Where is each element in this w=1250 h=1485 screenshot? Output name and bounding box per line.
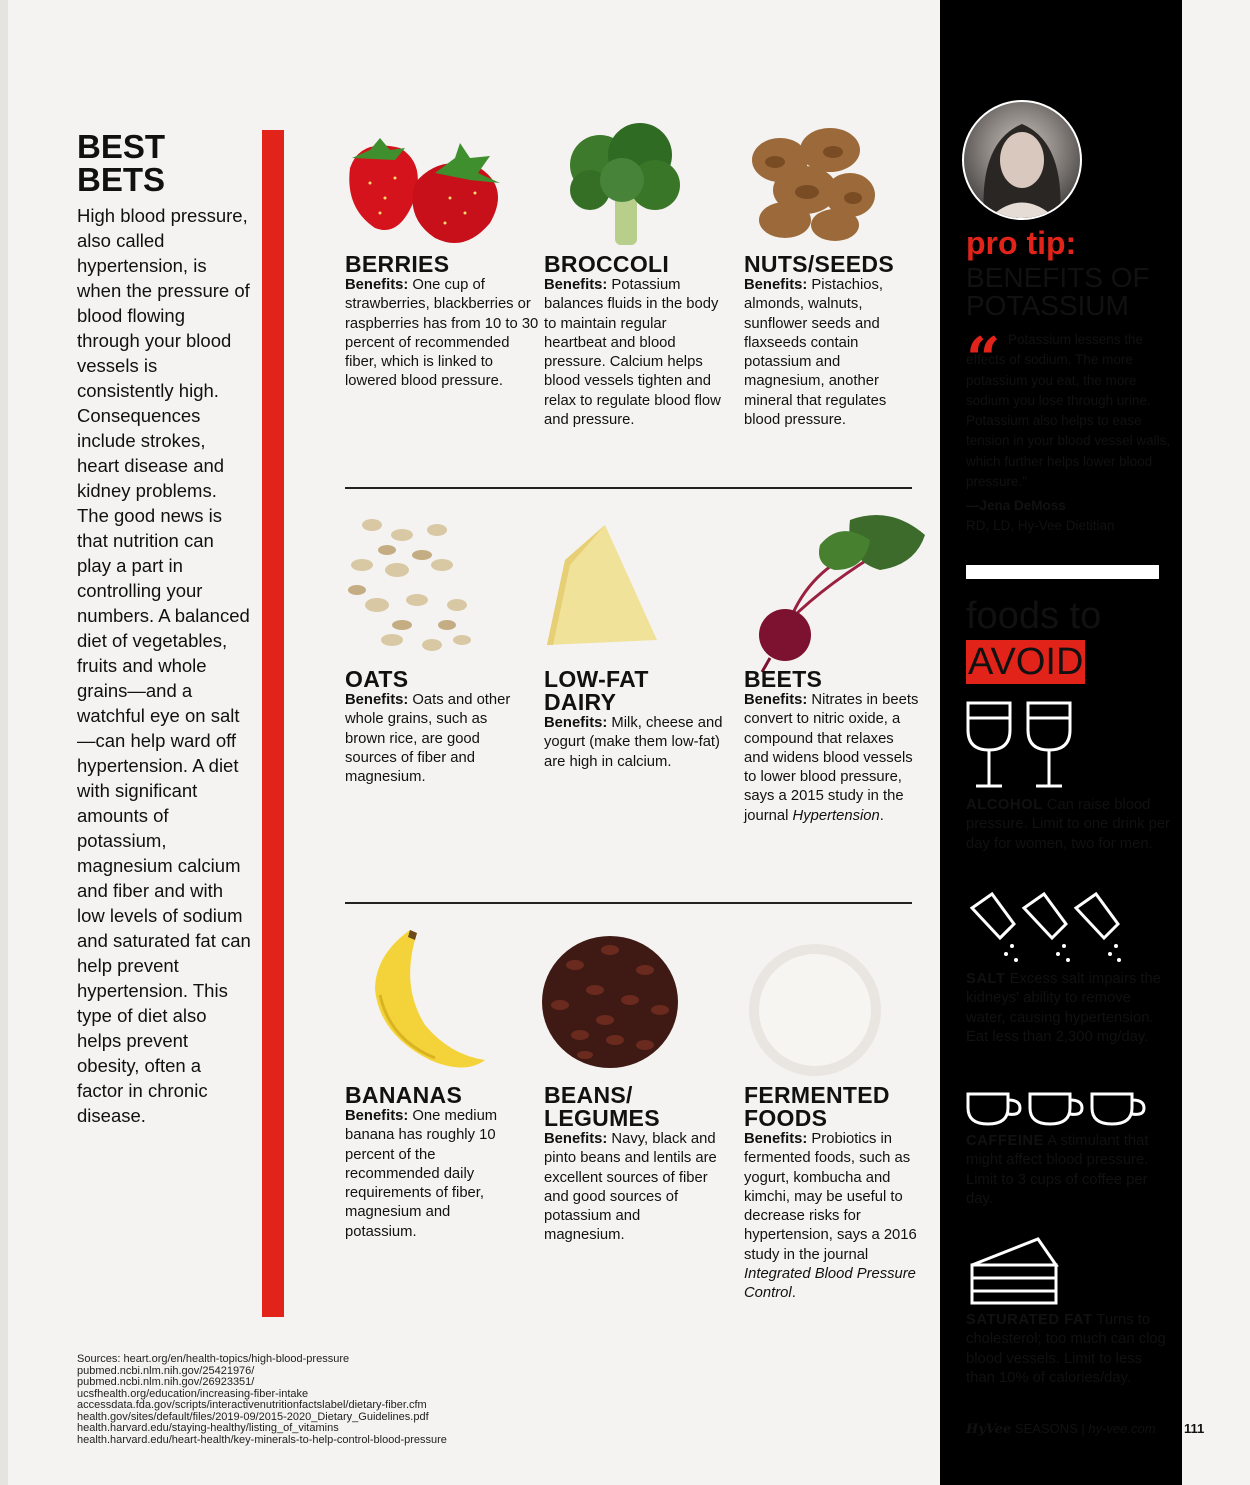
pro-tip-quote: Potassium lessens the effects of sodium. The more potassium you eat, the more sodium you lose through urine. Potassium also helps to ease tension in your blood vessel walls, which further helps lower blood pressure.” [966,332,1171,490]
food-description: Milk, cheese and yogurt (make them low-fat) are high in calcium. [544,715,723,770]
food-title: BEANS/ LEGUMES [544,1082,660,1131]
avoid-caffeine: CAFFEINE A stimulant that might affect blood pressure. Limit to 3 cups of coffee per day. [966,1133,1149,1207]
oats-image [342,505,482,670]
food-description: Pistachios, almonds, walnuts, sunflower seeds and flaxseeds contain potassium and magnesium, another mineral that regulates blood pressure. [744,277,887,429]
food-title: BERRIES [345,251,450,277]
food-broccoli [544,253,724,430]
footer-url[interactable]: hy-vee.com [1088,1421,1156,1436]
benefits-label: Benefits: [744,1131,808,1147]
benefits-label: Benefits: [345,1108,409,1124]
intro-paragraph: High blood pressure, also called hypertension, is when the pressure of blood flowing through your blood vessels is consistently high. Consequences include strokes, heart disease and kidney problems. The good news is that nutrition can play a part in controlling your numbers. A balanced diet of vegetables, fruits and whole grains—and a watchful eye on salt—can help ward off hypertension. A diet with significant amounts of potassium, magnesium calcium and fiber and with low levels of sodium and saturated fat can help prevent hypertension. This type of diet also helps prevent obesity, often a factor in chronic disease. [77,205,251,1126]
dietitian-avatar [962,100,1082,220]
benefits-label: Benefits: [345,277,409,293]
page-gutter [0,0,8,1485]
food-berries [345,253,540,392]
avoid-label: AVOID [968,641,1084,683]
quote-mark-icon: “ [966,325,1001,395]
food-oats [345,668,525,787]
food-beans-legumes [544,1084,724,1246]
coffee-cup-icon [964,1090,1154,1130]
quote-author-title: RD, LD, Hy-Vee Dietitian [966,518,1115,533]
benefits-label: Benefits: [345,692,409,708]
food-title: BROCCOLI [544,251,670,277]
journal-name: Hypertension [792,807,880,824]
foods-to-avoid-heading: foods to [966,595,1102,637]
pro-tip-subtitle: BENEFITS OF POTASSIUM [966,262,1150,321]
benefits-label: Benefits: [544,715,608,731]
food-low-fat-dairy [544,668,724,772]
beans-image [535,930,685,1075]
banana-image [355,925,495,1075]
portrait-icon [964,102,1080,218]
food-description: One medium banana has roughly 10 percent of the recommended daily requirements of fiber, magnesium and potassium. [345,1108,498,1240]
benefits-label: Benefits: [544,1131,608,1147]
yogurt-image [745,940,885,1080]
walnuts-image [745,120,885,250]
food-title: FERMENTED FOODS [744,1082,890,1131]
food-nuts-seeds [744,253,919,430]
section-title: BEST BETS [77,128,166,198]
food-bananas [345,1084,525,1242]
avoid-salt: SALT Excess salt impairs the kidneys' ability to remove water, causing hypertension. Eat less than 2,300 mg/day. [966,971,1161,1045]
food-description: One cup of strawberries, blackberries or raspberries has from 10 to 30 percent of recommended fiber, which is linked to lowered blood pressure. [345,277,539,390]
food-fermented-foods: FERMENTED FOODS Benefits: Probiotics in fermented foods, such as yogurt, kombucha and kimchi, may be useful to decrease risks for hypertension, says a 2016 study in the journal Integrated Blood Pressure Control. [744,1084,919,1304]
red-divider-bar [262,130,284,1317]
wine-glass-icon [964,700,1076,790]
avoid-saturated-fat: SATURATED FAT Turns to cholesterol; too much can clog blood vessels. Limit to less than 10% of calories/day. [966,1312,1166,1386]
food-description: Navy, black and pinto beans and lentils are excellent sources of fiber and good sources of potassium and magnesium. [544,1131,717,1244]
cake-slice-icon [968,1235,1060,1307]
cheese-image [545,520,660,650]
page-number: 111 [1184,1421,1205,1436]
food-description: Oats and other whole grains, such as brown rice, are good sources of fiber and magnesium. [345,692,511,786]
avoid-alcohol: ALCOHOL Can raise blood pressure. Limit to one drink per day for women, two for men. [966,797,1170,852]
benefits-label: Benefits: [544,277,608,293]
food-beets: BEETS Benefits: Nitrates in beets convert to nitric oxide, a compound that relaxes and widens blood vessels to lower blood pressure, says a 2015 study in the journal Hypertension. [744,666,919,824]
sources-list: Sources: heart.org/en/health-topics/high-blood-pressure pubmed.ncbi.nlm.nih.gov/25421976/ pubmed.ncbi.nlm.nih.gov/26923351/ ucsfhealth.org/education/increasing-fiber-intake accessdata.fda.gov/scripts/interactivenutritionfactslabel/dietary-fiber.cfm health.gov/sites/default/files/2019-09/2015-2020_Dietary_Guidelines.pdf health.harvard.edu/staying-healthy/listing_of_vitamins health.harvard.edu/heart-health/key-minerals-to-help-control-blood-pressure [77,1353,447,1446]
quote-author: —Jena DeMoss [966,498,1066,513]
row-divider [345,902,912,904]
food-title: BANANAS [345,1082,463,1108]
broccoli-image [560,120,690,250]
food-description: Nitrates in beets convert to nitric oxide, a compound that relaxes and widens blood vessels to lower blood pressure, says a 2015 study in the journal [744,692,919,824]
hyvee-logo: HyVee [966,1422,1012,1437]
journal-name: Integrated Blood Pressure Control [744,1266,916,1302]
food-title: LOW-FAT DAIRY [544,666,649,715]
salt-shaker-icon [964,888,1124,968]
row-divider [345,487,912,489]
pro-tip-heading: pro tip: [966,225,1077,261]
food-title: NUTS/SEEDS [744,251,894,277]
food-description: Potassium balances fluids in the body to maintain regular heartbeat and blood pressure. Calcium helps blood vessels tighten and relax to regulate blood flow and pressure. [544,277,721,429]
benefits-label: Benefits: [744,692,808,708]
food-title: OATS [345,666,409,692]
page-footer: HyVee SEASONS | hy-vee.com [966,1421,1156,1437]
food-title: BEETS [744,666,823,692]
beet-image [730,510,930,675]
benefits-label: Benefits: [744,277,808,293]
sidebar-divider [966,565,1159,579]
strawberries-image [340,128,520,248]
food-description: Probiotics in fermented foods, such as yogurt, kombucha and kimchi, may be useful to decrease risks for hypertension, says a 2016 study in the journal [744,1131,917,1263]
